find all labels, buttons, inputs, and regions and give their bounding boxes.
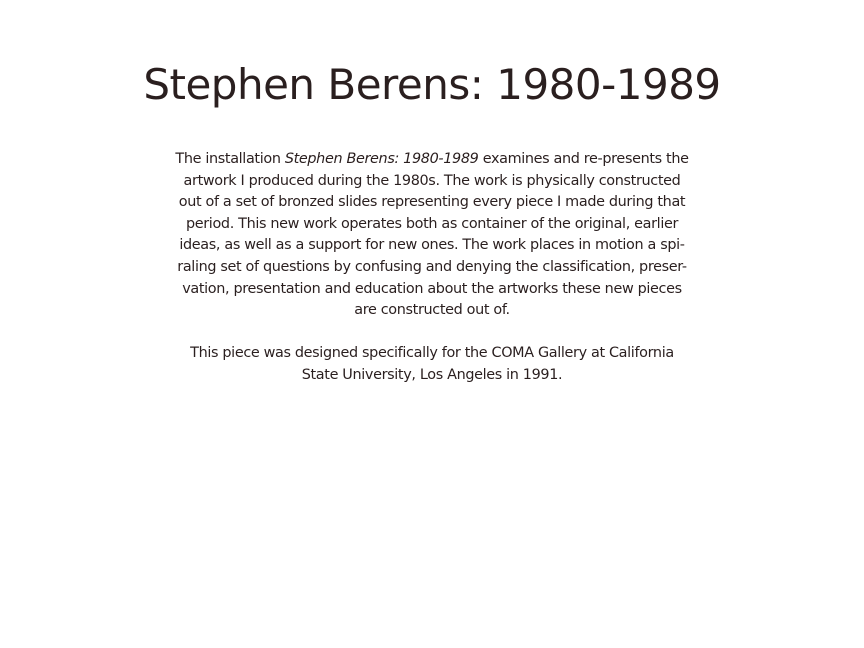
paragraph-line: vation, presentation and education about the artworks these new pieces [182, 280, 682, 297]
paragraph-line: period. This new work operates both as container of the original, earlier [185, 215, 679, 232]
italic-work-title: Stephen Berens: 1980-1989 [284, 151, 479, 167]
paragraph-line: raling set of questions by confusing and denying the classification, preser- [177, 258, 687, 275]
paragraph-line: ideas, as well as a support for new ones. The work places in motion a spi- [179, 237, 685, 254]
paragraph-line: out of a set of bronzed slides representing every piece I made during that [178, 194, 686, 211]
paragraph-line [150, 149, 714, 171]
description-paragraph [150, 149, 714, 322]
paragraph-line: This piece was designed specifically for the COMA Gallery at California [190, 345, 674, 361]
venue-paragraph [150, 343, 714, 386]
paragraph-line: State University, Los Angeles in 1991. [301, 366, 563, 383]
line-text-after: examines and re-presents the [478, 151, 689, 167]
paragraph-line: artwork I produced during the 1980s. The work is physically constructed [183, 172, 681, 189]
page-title: Stephen Berens: 1980-1989 [143, 60, 721, 109]
paragraph-line: are constructed out of. [354, 302, 510, 319]
line-text-before: The installation [175, 151, 285, 167]
